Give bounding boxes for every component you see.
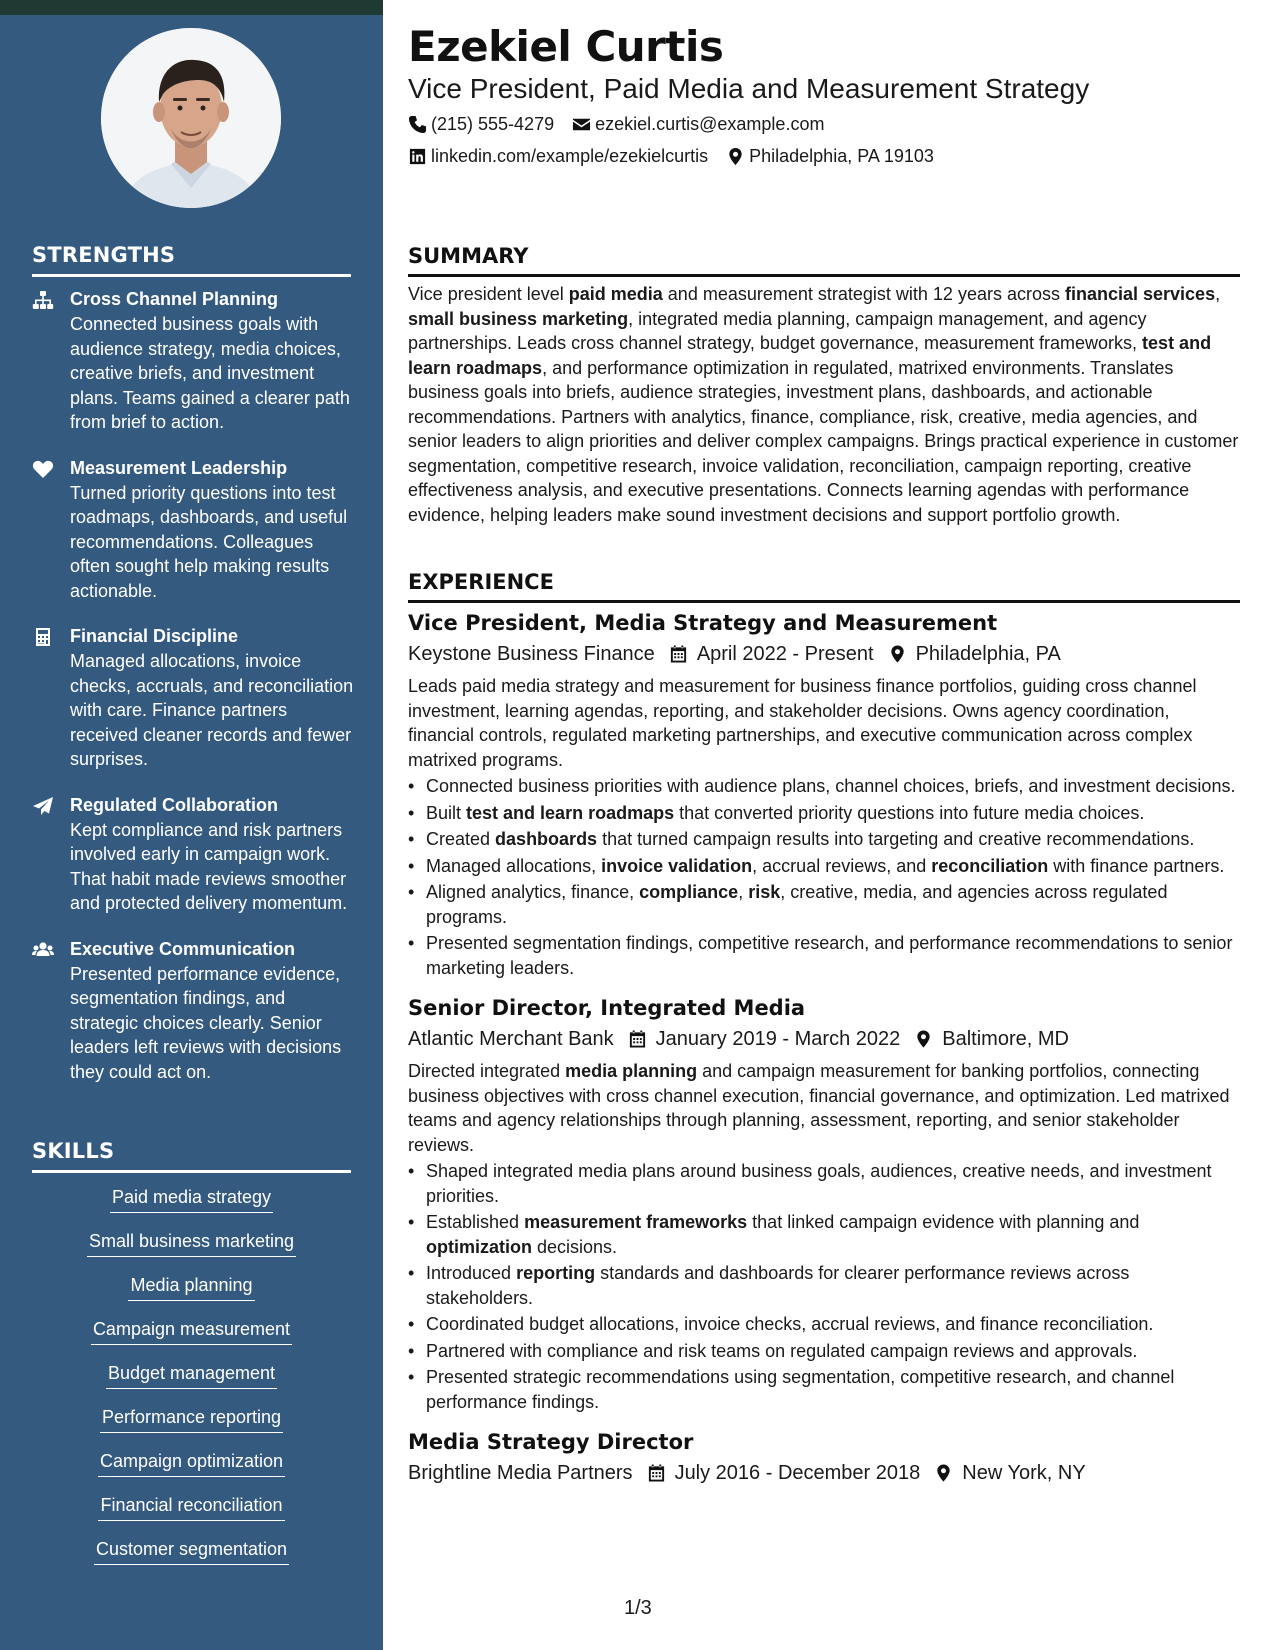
job-description: Leads paid media strategy and measurement for business finance portfolios, guiding cross channel investment, learning agendas, reporting, and stakeholder decisions. Owns agency coordination, financial controls, regulated marketing partnerships, and executive communication across complex matrixed programs. <box>408 676 1197 770</box>
phone-number: (215) 555-4279 <box>431 114 555 134</box>
job-entry <box>408 994 1240 1414</box>
strength-item <box>32 793 357 916</box>
job-location <box>888 639 1061 669</box>
job-role: Media Strategy Director <box>408 1430 694 1454</box>
strength-description: Connected business goals with audience strategy, media choices, creative briefs, and investment plans. Teams gained a clearer path from brief to action. <box>70 314 350 432</box>
phone-contact[interactable] <box>408 114 554 135</box>
job-dates <box>647 1458 921 1488</box>
job-meta <box>408 1024 1240 1054</box>
job-entry <box>408 609 1240 980</box>
experience-heading: EXPERIENCE <box>408 570 1240 603</box>
strength-title: Executive Communication <box>70 938 296 959</box>
portrait-photo <box>101 28 281 208</box>
bold-keyword: invoice validation <box>601 855 753 876</box>
strength-title: Financial Discipline <box>70 626 239 646</box>
bold-keyword: measurement frameworks <box>524 1212 748 1232</box>
skill-tag: Financial reconciliation <box>98 1493 284 1521</box>
sidebar-top-band <box>0 0 383 15</box>
job-bullet: • Coordinated budget allocations, invoice checks, accrual reviews, and finance reconciliation. <box>408 1312 1240 1337</box>
job-dates-text: April 2022 - Present <box>696 643 874 665</box>
job-bullets <box>408 774 1240 980</box>
job-bullet: • Partnered with compliance and risk teams on regulated campaign reviews and approvals. <box>408 1339 1240 1364</box>
skill-tag: Customer segmentation <box>94 1537 289 1565</box>
bold-keyword: media planning <box>565 1061 698 1081</box>
bold-keyword: reconciliation <box>931 855 1049 876</box>
job-dates-text: July 2016 - December 2018 <box>674 1462 921 1484</box>
summary-text: Vice president level paid media and measurement strategist with 12 years across financial services, small business marketing, integrated media planning, campaign management, and agency partnerships. Leads cross channel strategy, budget governance, measurement frameworks, test and learn roadmaps, and performance optimization in regulated, matrixed environments. Translates business goals into briefs, audience strategies, investment plans, dashboards, and actionable recommendations. Partners with analytics, finance, compliance, risk, creative, media agencies, and senior leaders to align priorities and deliver complex campaigns. Brings practical experience in customer segmentation, competitive research, invoice validation, reconciliation, campaign reporting, creative effectiveness analysis, and executive presentations. Connects learning agendas with performance evidence, helping leaders make sound investment decisions and support portfolio growth. <box>408 284 1239 525</box>
location-text: Philadelphia, PA 19103 <box>749 146 934 166</box>
experience-list <box>408 609 1240 1502</box>
skills-heading: SKILLS <box>32 1139 351 1173</box>
job-entry <box>408 1428 1240 1488</box>
linkedin-icon <box>408 147 427 166</box>
candidate-name: Ezekiel Curtis <box>408 22 724 71</box>
bold-keyword: paid media <box>568 284 663 304</box>
job-location-text: Philadelphia, PA <box>915 643 1061 665</box>
skill-tag: Paid media strategy <box>110 1185 273 1213</box>
strength-description: Managed allocations, invoice checks, accruals, and reconciliation with care. Finance partners received cleaner records and fewer surprises. <box>70 651 354 769</box>
job-bullet: • Presented segmentation findings, competitive research, and performance recommendations to senior marketing leaders. <box>408 931 1240 980</box>
map-pin-icon <box>914 1029 933 1049</box>
heart-icon <box>32 456 70 604</box>
sidebar <box>0 0 383 1650</box>
users-icon <box>32 937 70 1085</box>
job-meta <box>408 1458 1240 1488</box>
job-bullet: • Aligned analytics, finance, compliance, risk, creative, media, and agencies across regulated programs. <box>408 880 1240 929</box>
linkedin-url: linkedin.com/example/ezekielcurtis <box>431 146 709 166</box>
map-pin-icon <box>934 1463 953 1483</box>
job-dates <box>628 1024 901 1054</box>
strength-title: Measurement Leadership <box>70 457 288 478</box>
location-contact <box>726 146 934 167</box>
calculator-icon <box>32 624 70 772</box>
job-dates <box>669 639 874 669</box>
job-company: Atlantic Merchant Bank <box>408 1028 614 1050</box>
job-company: Keystone Business Finance <box>408 643 655 665</box>
job-location-text: Baltimore, MD <box>942 1028 1069 1050</box>
skills-list <box>32 1185 351 1581</box>
avatar <box>101 28 281 208</box>
strength-item <box>32 287 357 435</box>
strength-description: Presented performance evidence, segmentation findings, and strategic choices clearly. Senior leaders left reviews with decisions they could act on. <box>70 963 342 1082</box>
job-bullet: • Established measurement frameworks that linked campaign evidence with planning and optimization decisions. <box>408 1210 1240 1259</box>
bold-keyword: financial services <box>1064 284 1216 304</box>
job-bullet: • Managed allocations, invoice validation, accrual reviews, and reconciliation with finance partners. <box>408 854 1240 879</box>
strength-description: Turned priority questions into test roadmaps, dashboards, and useful recommendations. Colleagues often sought help making results actionable. <box>70 482 348 601</box>
calendar-icon <box>669 644 688 664</box>
strengths-heading: STRENGTHS <box>32 243 351 277</box>
bold-keyword: dashboards <box>495 829 598 849</box>
summary-heading: SUMMARY <box>408 244 1240 277</box>
job-location <box>934 1458 1085 1488</box>
map-pin-icon <box>726 147 745 166</box>
skill-tag: Media planning <box>128 1273 254 1301</box>
job-bullet: • Built test and learn roadmaps that converted priority questions into future media choices. <box>408 801 1240 826</box>
linkedin-contact[interactable] <box>408 146 708 167</box>
skill-tag: Campaign measurement <box>91 1317 292 1345</box>
job-description: Directed integrated media planning and campaign measurement for banking portfolios, connecting business objectives with cross channel execution, financial governance, and optimization. Led matrixed teams and agency relationships through planning, assessment, reporting, and senior stakeholder reviews. <box>408 1061 1230 1155</box>
job-bullet: • Created dashboards that turned campaign results into targeting and creative recommendations. <box>408 827 1240 852</box>
bold-keyword: optimization <box>426 1236 532 1257</box>
job-location <box>914 1024 1069 1054</box>
job-role: Vice President, Media Strategy and Measurement <box>408 611 998 635</box>
strength-title: Regulated Collaboration <box>70 794 279 815</box>
job-role: Senior Director, Integrated Media <box>408 996 806 1020</box>
map-pin-icon <box>888 644 907 664</box>
job-bullet: • Introduced reporting standards and dashboards for clearer performance reviews across stakeholders. <box>408 1261 1240 1310</box>
job-bullets <box>408 1159 1240 1414</box>
strength-description: Kept compliance and risk partners involved early in campaign work. That habit made reviews smoother and protected delivery momentum. <box>70 819 348 913</box>
job-bullet: • Presented strategic recommendations using segmentation, competitive research, and channel performance findings. <box>408 1365 1240 1414</box>
paper-plane-icon <box>32 793 70 916</box>
job-dates-text: January 2019 - March 2022 <box>655 1028 901 1050</box>
phone-icon <box>408 115 427 134</box>
email-contact[interactable] <box>572 114 824 135</box>
job-bullet: • Shaped integrated media plans around business goals, audiences, creative needs, and investment priorities. <box>408 1159 1240 1208</box>
strength-item <box>32 937 357 1085</box>
page-number: 1/3 <box>624 1597 652 1619</box>
strength-item <box>32 624 357 772</box>
skill-tag: Campaign optimization <box>98 1449 285 1477</box>
strengths-list <box>32 287 357 1105</box>
strength-title: Cross Channel Planning <box>70 289 279 309</box>
strength-item <box>32 456 357 604</box>
calendar-icon <box>628 1029 647 1049</box>
envelope-icon <box>572 115 591 134</box>
bold-keyword: risk <box>748 882 781 902</box>
skill-tag: Budget management <box>106 1361 277 1389</box>
bold-keyword: reporting <box>516 1263 596 1283</box>
bold-keyword: test and learn roadmaps <box>466 802 675 823</box>
job-location-text: New York, NY <box>962 1462 1086 1484</box>
skill-tag: Small business marketing <box>87 1229 296 1257</box>
bold-keyword: small business marketing <box>408 308 629 329</box>
calendar-icon <box>647 1463 666 1483</box>
bold-keyword: compliance <box>639 882 739 902</box>
skill-tag: Performance reporting <box>100 1405 283 1433</box>
job-company: Brightline Media Partners <box>408 1462 633 1484</box>
contact-row <box>408 114 842 135</box>
contact-row <box>408 146 952 167</box>
job-bullet: • Connected business priorities with audience plans, channel choices, briefs, and investment decisions. <box>408 774 1240 799</box>
sitemap-icon <box>32 287 70 435</box>
candidate-title: Vice President, Paid Media and Measurement Strategy <box>408 73 1090 104</box>
job-meta <box>408 639 1240 669</box>
email-address: ezekiel.curtis@example.com <box>595 114 825 134</box>
bold-keyword: test and learn roadmaps <box>408 333 1212 378</box>
